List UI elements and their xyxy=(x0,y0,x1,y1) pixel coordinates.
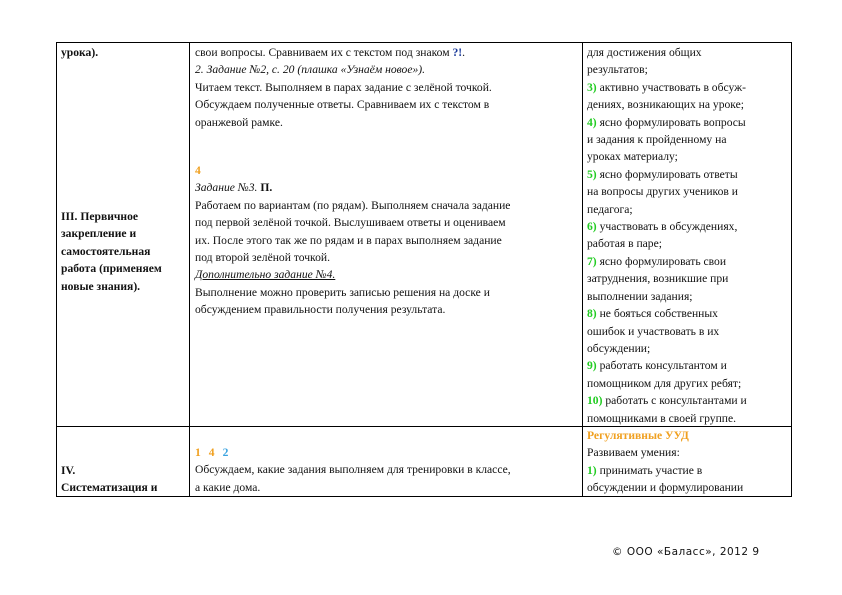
skill-line: затруднения, возникшие при xyxy=(587,272,729,286)
skill-line: для достижения общих xyxy=(587,46,702,59)
skill-line: выполнении задания; xyxy=(587,289,693,303)
skill-item-9 xyxy=(587,357,787,374)
skill-number: 8) xyxy=(587,307,597,321)
content-line: Работаем по вариантам (по рядам). Выполняем сначала задание xyxy=(195,198,511,212)
content-line: Обсуждаем полученные ответы. Сравниваем их с текстом в xyxy=(195,98,490,112)
skill-text: работать консультантом и xyxy=(596,359,727,373)
content-text: свои вопросы. Сравниваем их с текстом под знаком xyxy=(195,46,450,59)
stage-cell-continuation xyxy=(61,44,187,61)
stage-cell-3 xyxy=(61,208,187,295)
skill-item-10 xyxy=(587,392,787,409)
task-2-heading: 2. Задание №2, с. 20 (плашка «Узнаём новое»). xyxy=(195,63,426,77)
skill-item-8 xyxy=(587,305,787,322)
skill-number: 6) xyxy=(587,220,597,234)
skill-text: принимать участие в xyxy=(596,463,703,477)
content-cell-upper xyxy=(195,44,583,131)
skill-text: участвовать в обсуждениях, xyxy=(596,220,738,234)
skill-number: 1) xyxy=(587,463,597,477)
stage-cell-4 xyxy=(61,462,187,497)
stage-text: урока). xyxy=(61,46,99,59)
skill-line: обсуждении и формулировании xyxy=(587,481,744,495)
content-text: . xyxy=(462,46,466,59)
skill-number: 10) xyxy=(587,394,603,408)
task-number-1: 1 xyxy=(195,446,201,459)
skill-line: работая в паре; xyxy=(587,237,662,251)
stage-4-line: IV. xyxy=(61,464,76,477)
extra-task-heading: Дополнительно задание №4. xyxy=(195,268,336,282)
skill-text: активно участвовать в обсуж- xyxy=(596,80,747,94)
content-line: обсуждением правильности получения результата. xyxy=(195,303,446,317)
table-right-border xyxy=(791,42,792,497)
skill-line: Развиваем умения: xyxy=(587,446,680,460)
regulative-heading: Регулятивные УУД xyxy=(587,429,689,442)
skill-line: уроках материалу; xyxy=(587,150,678,164)
skill-number: 3) xyxy=(587,80,597,94)
content-cell-stage4 xyxy=(195,444,583,496)
skill-item-5 xyxy=(587,166,787,183)
content-line: оранжевой рамке. xyxy=(195,115,283,129)
stage-3-line: закрепление и xyxy=(61,227,137,241)
table-col-divider-1 xyxy=(189,42,190,497)
task-3-label: Задание №3. xyxy=(195,181,258,195)
content-line: Обсуждаем, какие задания выполняем для тренировки в классе, xyxy=(195,463,511,477)
task-number-2: 2 xyxy=(222,446,229,459)
skill-line: помощниками в своей группе. xyxy=(587,411,737,425)
stage-3-line: самостоятельная xyxy=(61,244,151,258)
task-number-badge: 4 xyxy=(195,164,201,177)
skill-text: работать с консультантами и xyxy=(602,394,747,408)
skill-text: ясно формулировать свои xyxy=(596,254,727,268)
skill-item-7 xyxy=(587,253,787,270)
table-left-border xyxy=(56,42,57,497)
stage-3-line: III. Первичное xyxy=(61,210,139,223)
skill-text: ясно формулировать вопросы xyxy=(596,115,746,129)
skill-number: 5) xyxy=(587,167,597,181)
skill-item-1 xyxy=(587,462,787,479)
content-line: под первой зелёной точкой. Выслушиваем ответы и оцениваем xyxy=(195,216,506,230)
skill-text: не бояться собственных xyxy=(596,307,718,321)
skill-line: результатов; xyxy=(587,63,648,77)
skill-number: 4) xyxy=(587,115,597,129)
skill-text: ясно формулировать ответы xyxy=(596,167,738,181)
page-footer: © ООО «Баласс», 2012 9 xyxy=(612,546,760,558)
skill-item-6 xyxy=(587,218,787,235)
skill-line: дениях, возникающих на уроке; xyxy=(587,98,745,112)
skills-cell-upper xyxy=(587,44,787,427)
task-3-heading xyxy=(195,179,583,196)
task-numbers xyxy=(195,444,583,461)
skill-number: 7) xyxy=(587,254,597,268)
skills-cell-stage4 xyxy=(587,427,787,497)
skill-line: ошибок и участвовать в их xyxy=(587,324,720,338)
skill-line: помощником для других ребят; xyxy=(587,376,742,390)
stage-3-line: новые знания). xyxy=(61,279,141,293)
stage-3-line: работа (применяем xyxy=(61,262,162,276)
question-exclaim-mark: ?! xyxy=(452,46,463,59)
skill-line: педагога; xyxy=(587,202,633,216)
skill-item-3 xyxy=(587,79,787,96)
content-cell-stage3 xyxy=(195,162,583,319)
task-3-marker: П. xyxy=(257,181,273,195)
skill-line: обсуждении; xyxy=(587,341,651,355)
content-line: под второй зелёной точкой. xyxy=(195,251,331,265)
table-top-border xyxy=(56,42,792,43)
skill-item-4 xyxy=(587,114,787,131)
content-line xyxy=(195,44,583,61)
content-line: Выполнение можно проверить записью решения на доске и xyxy=(195,285,490,299)
skill-number: 9) xyxy=(587,359,597,373)
stage-4-line: Систематизация и xyxy=(61,481,158,495)
skill-line: на вопросы других учеников и xyxy=(587,185,738,199)
content-line: их. После этого так же по рядам и в парах выполняем задание xyxy=(195,233,502,247)
task-number-4: 4 xyxy=(208,446,215,459)
skill-line: и задания к пройденному на xyxy=(587,133,727,147)
content-line: а какие дома. xyxy=(195,480,261,494)
content-line: Читаем текст. Выполняем в парах задание с зелёной точкой. xyxy=(195,80,492,94)
